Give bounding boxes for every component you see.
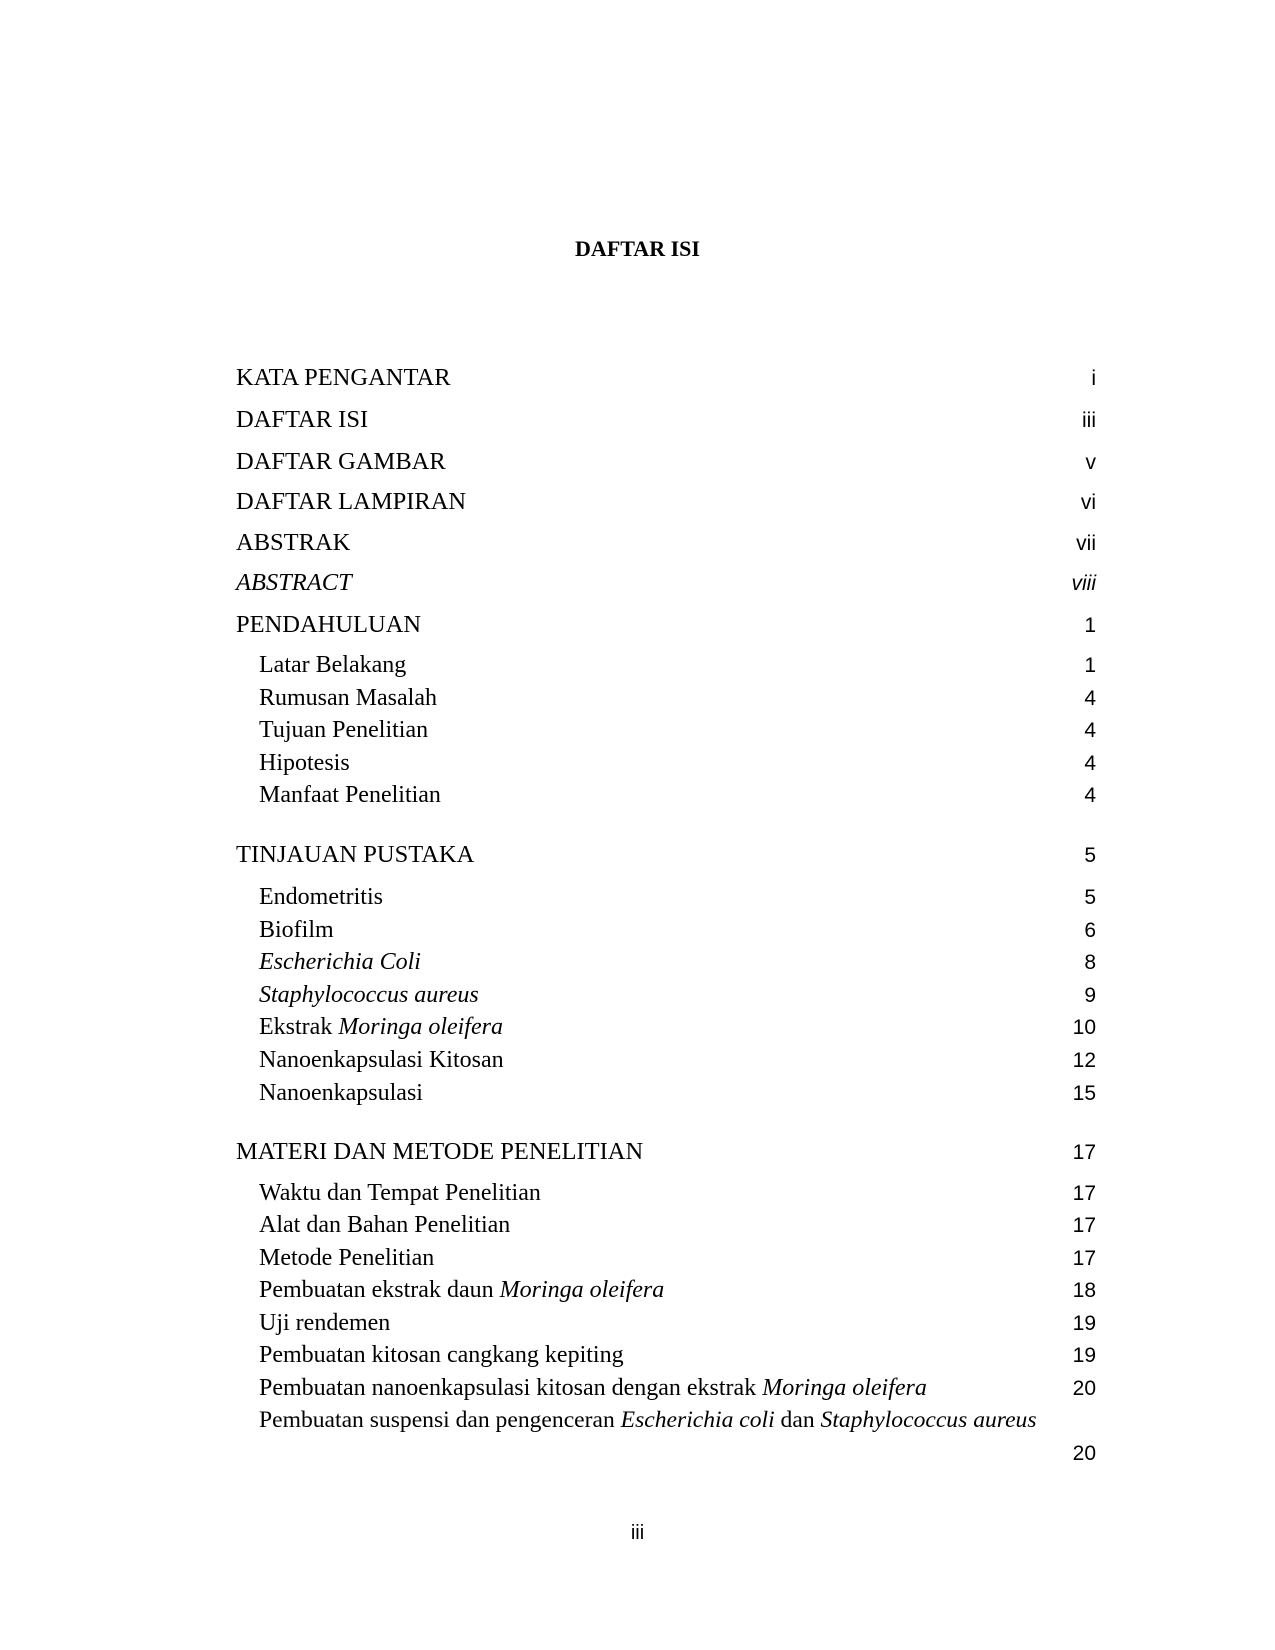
- toc-entry-page: viii: [1071, 572, 1096, 595]
- toc-entry-page: 4: [1084, 719, 1096, 742]
- toc-entry[interactable]: [236, 486, 1096, 518]
- toc-entry-label: PENDAHULUAN: [236, 611, 422, 638]
- label-text: dan: [774, 1407, 821, 1433]
- label-text: Pembuatan suspensi dan pengenceran: [259, 1407, 621, 1433]
- toc-entry-page: 17: [1072, 1182, 1096, 1205]
- toc-subentry[interactable]: [236, 1339, 1096, 1371]
- toc-subentry[interactable]: [236, 649, 1096, 681]
- toc-entry-page: 5: [1084, 886, 1096, 909]
- toc-entry[interactable]: [236, 527, 1096, 559]
- toc-entry-page: 15: [1072, 1082, 1096, 1105]
- toc-subentry[interactable]: [236, 1011, 1096, 1043]
- toc-entry-page: 4: [1084, 752, 1096, 775]
- toc-entry[interactable]: [236, 404, 1096, 436]
- page-number-footer: iii: [630, 1522, 645, 1544]
- toc-entry-page: 18: [1072, 1279, 1096, 1302]
- toc-entry-label: DAFTAR GAMBAR: [236, 448, 446, 475]
- toc-entry-label: Biofilm: [259, 917, 334, 943]
- toc-chapter[interactable]: [236, 1136, 1096, 1168]
- toc-entry-page: 17: [1072, 1214, 1096, 1237]
- toc-chapter[interactable]: [236, 839, 1096, 871]
- toc-subentry[interactable]: [236, 1177, 1096, 1209]
- toc-subentry[interactable]: [236, 1209, 1096, 1241]
- toc-subentry[interactable]: [236, 1044, 1096, 1076]
- toc-entry-page: 6: [1084, 919, 1096, 942]
- toc-entry-page: 4: [1084, 687, 1096, 710]
- toc-entry-label: Tujuan Penelitian: [259, 717, 429, 743]
- toc-entry-label: ABSTRACT: [236, 569, 352, 596]
- toc-entry-label: Endometritis: [259, 884, 383, 910]
- toc-entry-label: Waktu dan Tempat Penelitian: [259, 1180, 541, 1206]
- toc-entry-label: KATA PENGANTAR: [236, 364, 451, 391]
- species-name: Escherichia coli: [620, 1407, 775, 1433]
- toc-entry-page: 1: [1084, 654, 1096, 677]
- toc-entry-page: 1: [1084, 614, 1096, 637]
- toc-subentry[interactable]: [236, 779, 1096, 811]
- toc-entry-label: Alat dan Bahan Penelitian: [259, 1212, 511, 1238]
- toc-entry-page: v: [1085, 451, 1096, 474]
- toc-entry-label: MATERI DAN METODE PENELITIAN: [236, 1138, 644, 1165]
- toc-entry-label: Uji rendemen: [259, 1310, 391, 1336]
- toc-entry-label: Metode Penelitian: [259, 1245, 435, 1271]
- toc-entry-label: Latar Belakang: [259, 652, 407, 678]
- toc-subentry[interactable]: [236, 747, 1096, 779]
- species-name: Moringa oleifera: [762, 1375, 927, 1401]
- species-name: Staphylococcus aureus: [820, 1407, 1037, 1433]
- toc-entry-label: Manfaat Penelitian: [259, 782, 441, 808]
- toc-entry-page: 12: [1072, 1049, 1096, 1072]
- toc-subentry[interactable]: [236, 1274, 1096, 1306]
- toc-entry-label: Escherichia Coli: [259, 949, 421, 975]
- species-name: Moringa oleifera: [338, 1014, 503, 1040]
- toc-entry[interactable]: [236, 567, 1096, 599]
- toc-entry-label: Rumusan Masalah: [259, 685, 437, 711]
- toc-entry-label: Hipotesis: [259, 750, 350, 776]
- toc-entry[interactable]: [236, 362, 1096, 394]
- toc-entry[interactable]: [236, 446, 1096, 478]
- toc-entry-label: ABSTRAK: [236, 529, 351, 556]
- toc-subentry[interactable]: [236, 1077, 1096, 1109]
- toc-entry-page: 19: [1072, 1344, 1096, 1367]
- toc-entry-label: DAFTAR ISI: [236, 406, 369, 433]
- toc-chapter[interactable]: [236, 609, 1096, 641]
- toc-subentry[interactable]: [236, 881, 1096, 913]
- toc-subentry[interactable]: [236, 914, 1096, 946]
- toc-entry-page: 17: [1072, 1141, 1096, 1164]
- toc-entry-page: vi: [1080, 491, 1096, 514]
- toc-entry-page: 10: [1072, 1016, 1096, 1039]
- toc-entry-page: i: [1091, 367, 1096, 390]
- toc-entry-page: 20: [1072, 1442, 1096, 1465]
- toc-entry-label: [259, 1372, 927, 1404]
- toc-entry-page: iii: [1082, 409, 1096, 432]
- toc-entry-page: vii: [1076, 532, 1096, 555]
- label-text: Pembuatan ekstrak daun: [259, 1277, 500, 1303]
- label-text: Ekstrak: [259, 1014, 339, 1040]
- toc-entry-page: 17: [1072, 1247, 1096, 1270]
- toc-entry-page: 9: [1084, 984, 1096, 1007]
- toc-entry-page: 19: [1072, 1312, 1096, 1335]
- toc-entry-label: DAFTAR LAMPIRAN: [236, 488, 467, 515]
- toc-entry-page: 8: [1084, 951, 1096, 974]
- page-title: DAFTAR ISI: [575, 236, 700, 261]
- toc-subentry[interactable]: [236, 1404, 1096, 1470]
- label-text: Pembuatan nanoenkapsulasi kitosan dengan ekstrak: [259, 1375, 763, 1401]
- toc-entry-label: Pembuatan kitosan cangkang kepiting: [259, 1342, 624, 1368]
- toc-entry-page: 5: [1084, 844, 1096, 867]
- toc-entry-label: [259, 1274, 664, 1306]
- toc-entry-label: Staphylococcus aureus: [259, 982, 479, 1008]
- toc-entry-label: Nanoenkapsulasi: [259, 1080, 423, 1106]
- toc-entry-page: 4: [1084, 784, 1096, 807]
- toc-subentry[interactable]: [236, 946, 1096, 978]
- toc-subentry[interactable]: [236, 1242, 1096, 1274]
- toc-subentry[interactable]: [236, 1372, 1096, 1404]
- species-name: Moringa oleifera: [499, 1277, 665, 1303]
- toc-entry-label: [259, 1011, 503, 1043]
- toc-entry-page: 20: [1072, 1377, 1096, 1400]
- toc-subentry[interactable]: [236, 682, 1096, 714]
- toc-subentry[interactable]: [236, 979, 1096, 1011]
- toc-entry-label: TINJAUAN PUSTAKA: [236, 841, 475, 868]
- toc-entry-label: [259, 1404, 1037, 1436]
- toc-entry-label: Nanoenkapsulasi Kitosan: [259, 1047, 504, 1073]
- toc-subentry[interactable]: [236, 714, 1096, 746]
- toc-subentry[interactable]: [236, 1307, 1096, 1339]
